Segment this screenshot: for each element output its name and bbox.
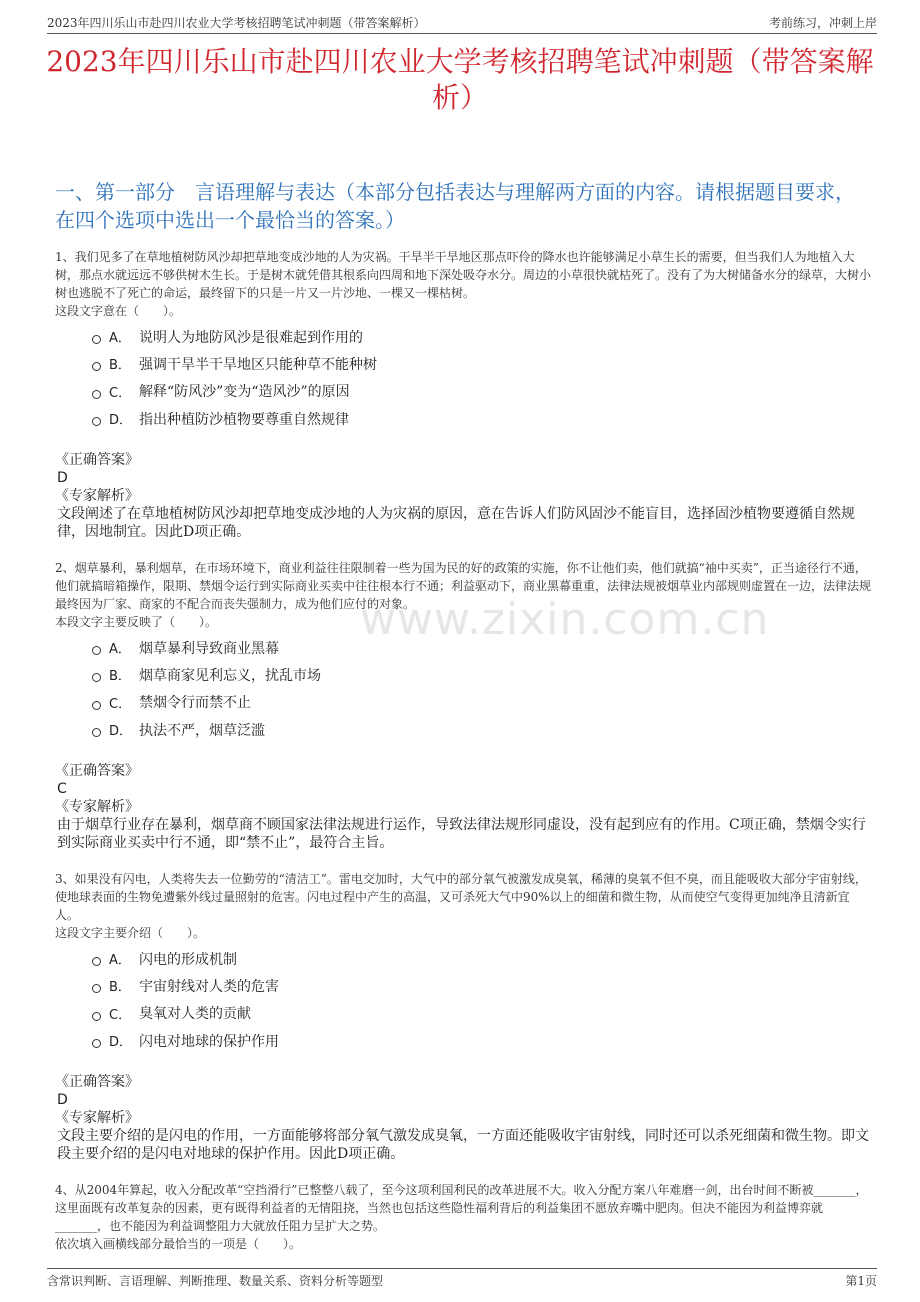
question-stem: 4、从2004年算起，收入分配改革“空挡滑行”已整整八载了，至今这项利国利民的改革进展不大。收入分配方案八年难磨一剑，出台时间不断被_______，这里面既有改革复杂的因素，更有既得利益者的无情阻挠，当然也包括这些隐性福利背后的利益集团不愿放弃嘴中肥肉。但决不能因为利益博弈就_______，也不能因为利益调整阻力大就放任阻力呈扩大之势。 <box>55 1183 868 1233</box>
radio-icon[interactable] <box>92 362 101 371</box>
question-prompt: 本段文字主要反映了（ ）。 <box>55 615 218 629</box>
question-2-options <box>92 634 321 743</box>
option-d[interactable]: D． 执法不严，烟草泛滥 <box>92 716 321 743</box>
analysis-label: 《专家解析》 <box>55 488 139 504</box>
option-a[interactable]: A． 闪电的形成机制 <box>92 945 279 972</box>
footer-left-text: 含常识判断、言语理解、判断推理、数量关系、资料分析等题型 <box>47 1273 384 1288</box>
radio-icon[interactable] <box>92 984 101 993</box>
question-2 <box>55 559 872 631</box>
option-b[interactable]: B． 宇宙射线对人类的危害 <box>92 972 279 999</box>
answer-block-2 <box>55 762 875 852</box>
answer-label: 《正确答案》 <box>55 763 139 779</box>
analysis-text: 文段阐述了在草地植树防风沙却把草地变成沙地的人为灾祸的原因，意在告诉人们防风固沙不能盲目，选择固沙植物要遵循自然规律，因地制宜。因此D项正确。 <box>57 506 855 540</box>
option-c[interactable]: C． 禁烟令行而禁不止 <box>92 689 321 716</box>
question-3-options <box>92 945 279 1054</box>
answer-block-1 <box>55 451 875 541</box>
answer-key: D <box>57 1092 68 1108</box>
radio-icon[interactable] <box>92 390 101 399</box>
question-stem: 1、我们见多了在草地植树防风沙却把草地变成沙地的人为灾祸。干旱半干旱地区那点吓伶的降水也许能够满足小草生长的需要，但当我们人为地植入大树，那点水就远远不够供树木生长。于是树木就凭借其根系向四周和地下深处吸夺水分。周边的小草很快就枯死了。没有了为大树储备水分的绿草，大树小树也逃脱不了死亡的命运，最终留下的只是一片又一片沙地、一棵又一棵枯树。 <box>55 250 872 300</box>
section-heading: 一、第一部分 言语理解与表达（本部分包括表达与理解两方面的内容。请根据题目要求，在四个选项中选出一个最恰当的答案。） <box>55 180 855 232</box>
answer-block-3 <box>55 1073 875 1163</box>
answer-key: D <box>57 470 68 486</box>
radio-icon[interactable] <box>92 1039 101 1048</box>
radio-icon[interactable] <box>92 957 101 966</box>
radio-icon[interactable] <box>92 417 101 426</box>
answer-label: 《正确答案》 <box>55 1074 139 1090</box>
option-d[interactable]: D． 指出种植防沙植物要尊重自然规律 <box>92 405 377 432</box>
radio-icon[interactable] <box>92 646 101 655</box>
analysis-text: 由于烟草行业存在暴利，烟草商不顾国家法律法规进行运作，导致法律法规形同虚设，没有起到应有的作用。C项正确，禁烟令实行到实际商业买卖中行不通，即“禁不止”，最符合主旨。 <box>57 817 866 851</box>
answer-key: C <box>57 781 67 797</box>
option-c[interactable]: C． 臭氧对人类的贡献 <box>92 1000 279 1027</box>
radio-icon[interactable] <box>92 335 101 344</box>
radio-icon[interactable] <box>92 728 101 737</box>
question-prompt: 这段文字主要介绍（ ）。 <box>55 926 206 940</box>
question-prompt: 依次填入画横线部分最恰当的一项是（ ）。 <box>55 1237 302 1251</box>
option-c[interactable]: C． 解释“防风沙”变为“造风沙”的原因 <box>92 378 377 405</box>
radio-icon[interactable] <box>92 1012 101 1021</box>
question-3 <box>55 870 872 942</box>
page-header <box>47 9 877 34</box>
question-prompt: 这段文字意在（ ）。 <box>55 304 182 318</box>
question-stem: 3、如果没有闪电，人类将失去一位勤劳的“清洁工”。雷电交加时，大气中的部分氧气被激发成臭氧，稀薄的臭氧不但不臭，而且能吸收大部分宇宙射线，使地球表面的生物免遭紫外线过量照射的危害。闪电过程中产生的高温，又可杀死大气中90%以上的细菌和微生物，从而使空气变得更加纯净且清新宜人。 <box>55 872 867 922</box>
page-footer <box>47 1268 877 1291</box>
analysis-text: 文段主要介绍的是闪电的作用，一方面能够将部分氧气激发成臭氧，一方面还能吸收宇宙射线，同时还可以杀死细菌和微生物。即文段主要介绍的是闪电对地球的保护作用。因此D项正确。 <box>57 1128 869 1162</box>
option-d[interactable]: D． 闪电对地球的保护作用 <box>92 1027 279 1054</box>
question-stem: 2、烟草暴利，暴利烟草，在市场环境下，商业利益往往限制着一些为国为民的好的政策的实施，你不让他们卖，他们就搞“袖中买卖”，正当途径行不通，他们就搞暗箱操作，限期、禁烟令运行到实际商业买卖中往往根本行不通；利益驱动下，商业黑幕重重，法律法规被烟草业内部规则虚置在一边，法律法规最终因为厂家、商家的不配合而丧失强制力，成为他们应付的对象。 <box>55 561 872 611</box>
radio-icon[interactable] <box>92 673 101 682</box>
answer-label: 《正确答案》 <box>55 452 139 468</box>
question-4 <box>55 1181 872 1253</box>
analysis-label: 《专家解析》 <box>55 799 139 815</box>
question-1 <box>55 248 872 320</box>
document-title: 2023年四川乐山市赴四川农业大学考核招聘笔试冲刺题（带答案解析） <box>46 45 874 114</box>
radio-icon[interactable] <box>92 701 101 710</box>
watermark-text: www.zixin.com.cn <box>360 594 770 645</box>
option-a[interactable]: A． 说明人为地防风沙是很难起到作用的 <box>92 323 377 350</box>
header-right-text: 考前练习，冲刺上岸 <box>768 16 877 30</box>
question-1-options <box>92 323 377 432</box>
option-a[interactable]: A． 烟草暴利导致商业黑幕 <box>92 634 321 661</box>
page-number: 第1页 <box>845 1273 877 1288</box>
option-b[interactable]: B． 强调干旱半干旱地区只能种草不能种树 <box>92 350 377 377</box>
analysis-label: 《专家解析》 <box>55 1110 139 1126</box>
header-left-text: 2023年四川乐山市赴四川农业大学考核招聘笔试冲刺题（带答案解析） <box>47 16 426 30</box>
option-b[interactable]: B． 烟草商家见利忘义，扰乱市场 <box>92 661 321 688</box>
